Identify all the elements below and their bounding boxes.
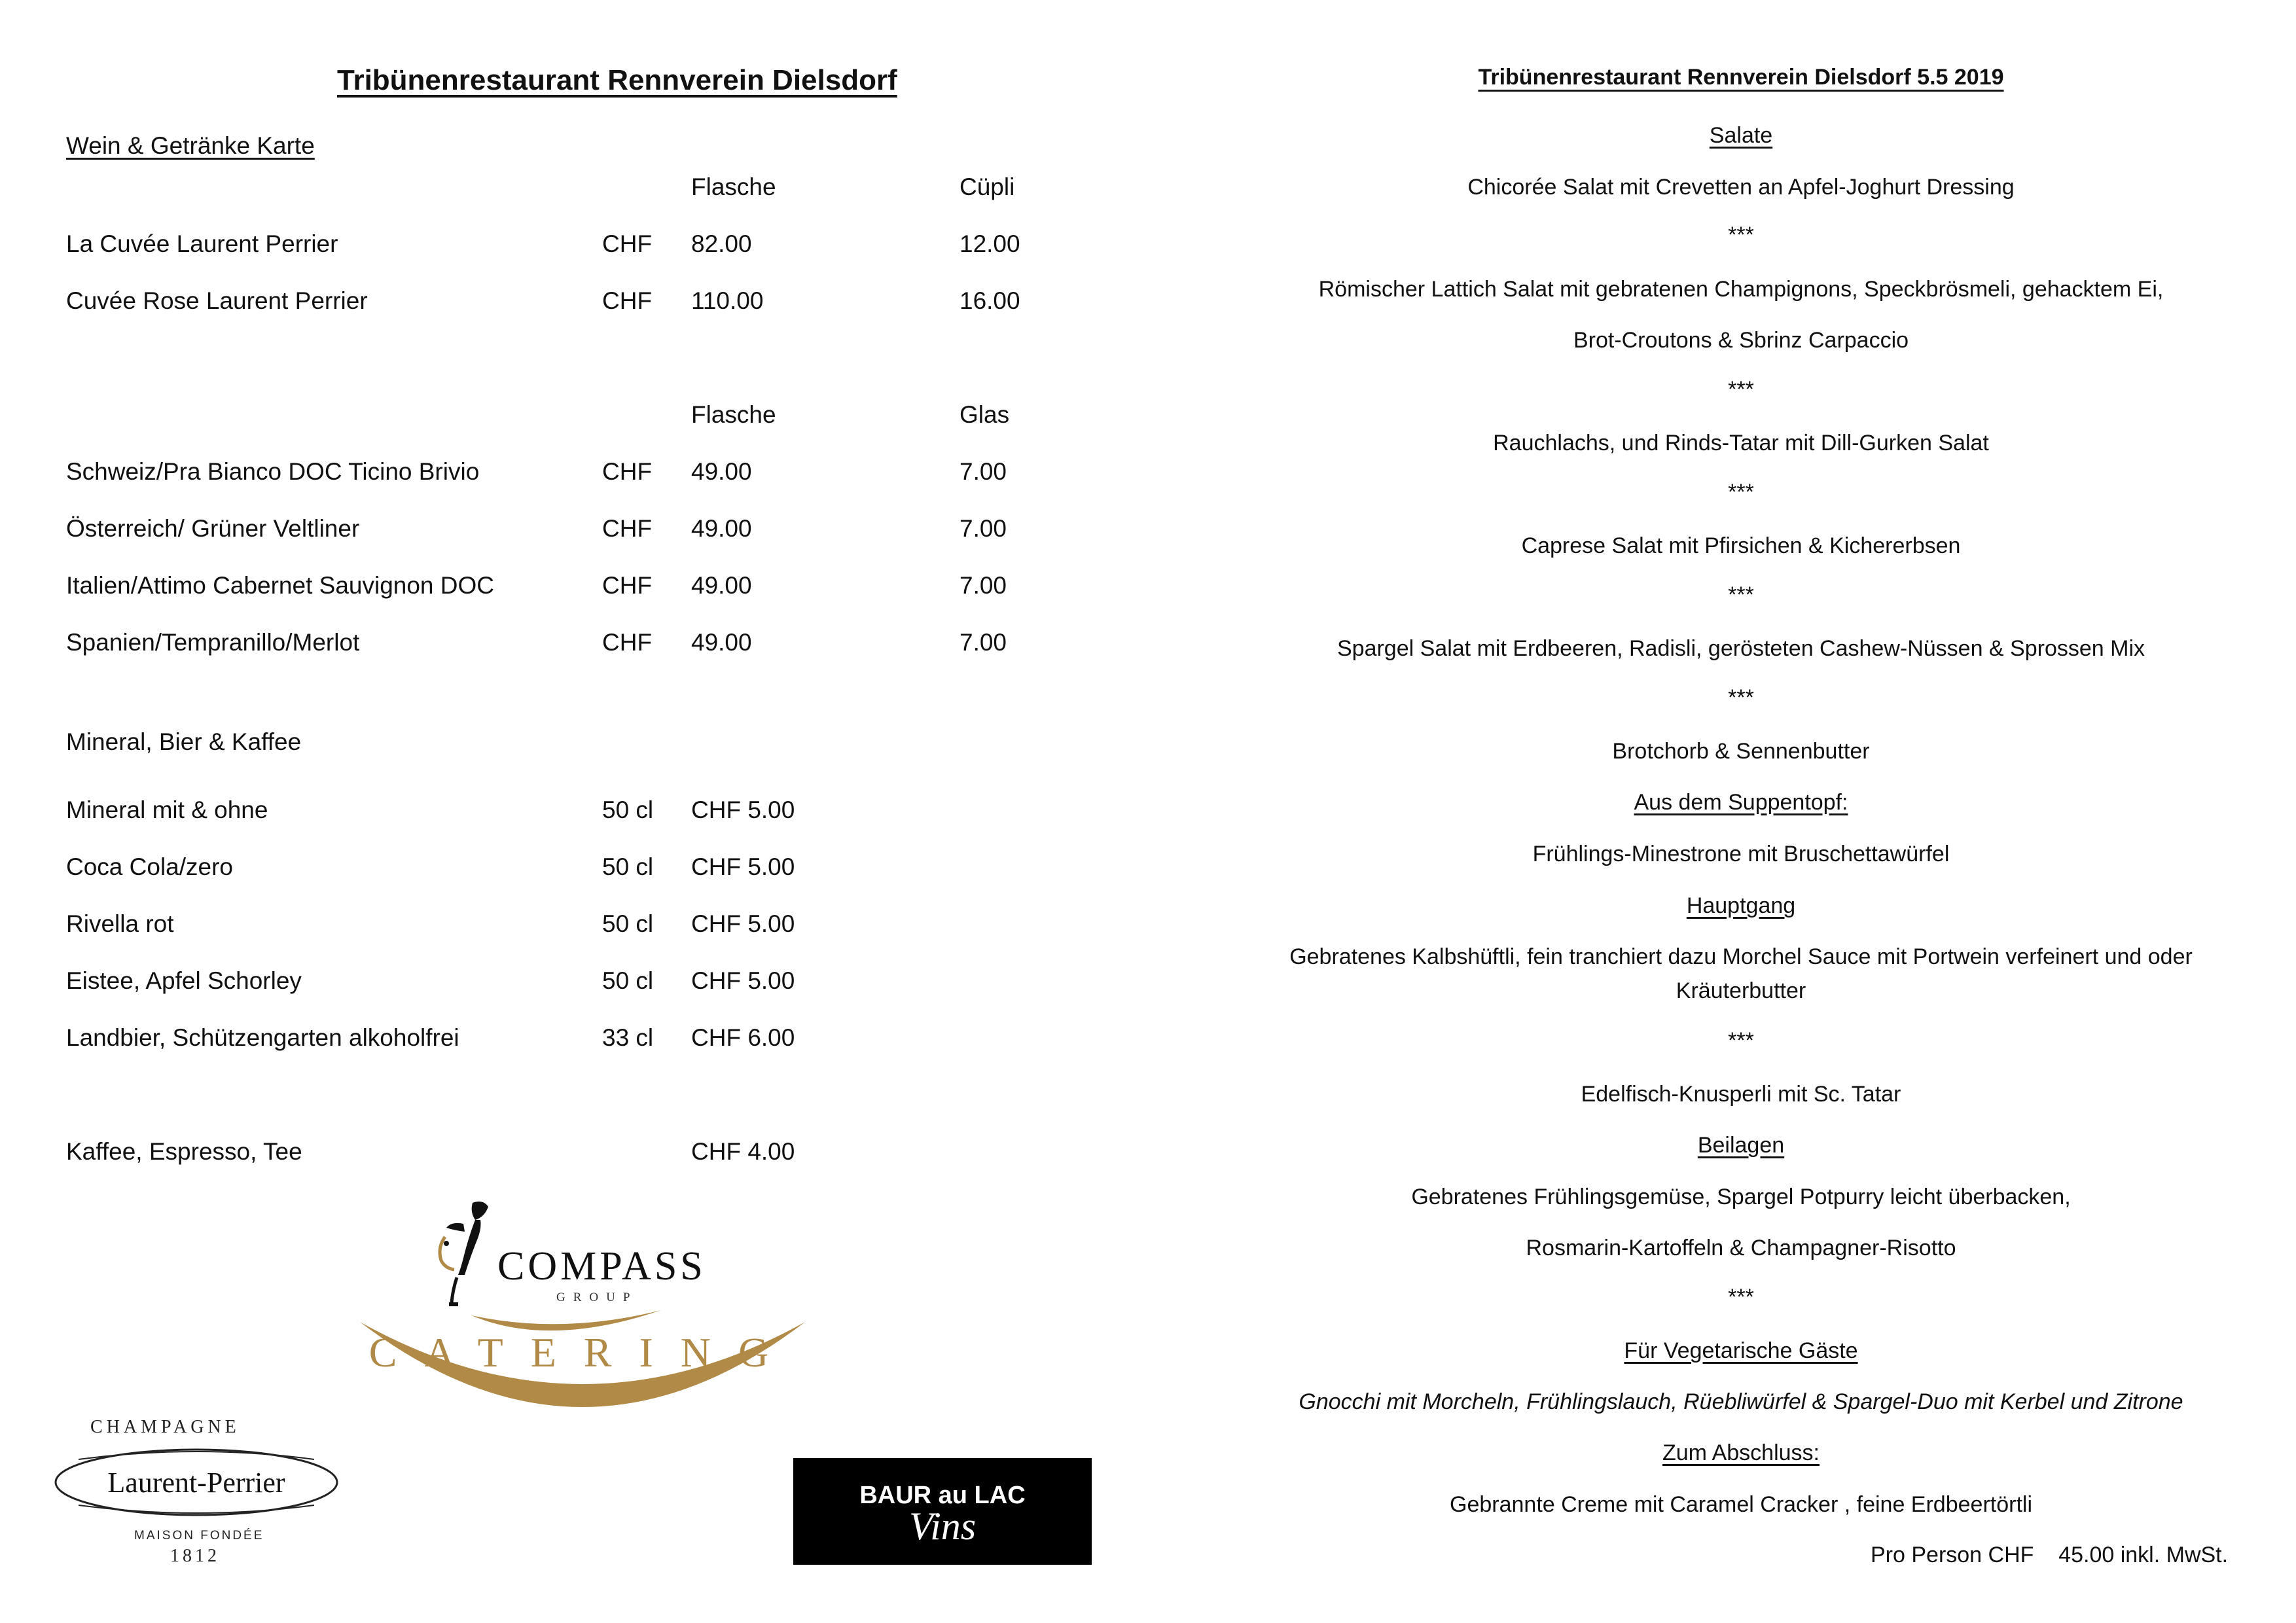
drinks-heading: Mineral, Bier & Kaffee (66, 728, 302, 755)
catering-text: CATERING (368, 1329, 797, 1376)
drink-name: Eistee, Apfel Schorley (66, 967, 302, 994)
wine-col-bottle: Flasche (691, 401, 776, 428)
menu-item: Spargel Salat mit Erdbeeren, Radisli, gerösteten Cashew-Nüssen & Sprossen Mix (1336, 636, 2145, 661)
wine-name: Italien/Attimo Cabernet Sauvignon DOC (66, 572, 495, 599)
champagne-glass-price: 16.00 (960, 287, 1020, 314)
separator: *** (1728, 377, 1754, 402)
champagne-col-bottle: Flasche (691, 173, 776, 200)
drink-price: CHF 5.00 (691, 910, 795, 937)
drink-price: CHF 5.00 (691, 796, 795, 823)
vegetarian-heading: Für Vegetarische Gäste (1624, 1338, 1858, 1363)
wine-name: Österreich/ Grüner Veltliner (66, 515, 360, 542)
drink-name: Landbier, Schützengarten alkoholfrei (66, 1024, 459, 1051)
drink-size: 50 cl (602, 796, 654, 823)
wine-bottle-price: 49.00 (691, 572, 752, 599)
price-per-person: Pro Person CHF 45.00 inkl. MwSt. (1871, 1543, 2229, 1567)
menu-item: Rauchlachs, und Rinds-Tatar mit Dill-Gurken Salat (1493, 431, 1989, 455)
drink-price: CHF 5.00 (691, 853, 795, 880)
wine-bottle-price: 49.00 (691, 458, 752, 485)
separator: *** (1728, 1028, 1754, 1053)
champagne-bottle-price: 82.00 (691, 230, 752, 257)
drink-size: 33 cl (602, 1024, 654, 1051)
laurent-maison: MAISON FONDÉE (134, 1529, 264, 1543)
hauptgang-heading: Hauptgang (1686, 893, 1796, 918)
wine-name: Spanien/Tempranillo/Merlot (66, 629, 360, 656)
drink-size: 50 cl (602, 910, 654, 937)
beilagen-heading: Beilagen (1697, 1133, 1785, 1158)
champagne-bottle-price: 110.00 (691, 287, 764, 314)
champagne-col-glass: Cüpli (960, 173, 1015, 200)
baur-au-lac-logo (793, 1458, 1092, 1565)
wine-col-glass: Glas (960, 401, 1010, 428)
baur-au-lac-name: BAUR au LAC (859, 1482, 1026, 1509)
laurent-name: Laurent-Perrier (107, 1467, 285, 1499)
drink-size: 50 cl (602, 967, 654, 994)
wine-bottle-price: 49.00 (691, 629, 752, 656)
drink-size: 50 cl (602, 853, 654, 880)
drink-price: CHF 6.00 (691, 1024, 795, 1051)
champagne-name: La Cuvée Laurent Perrier (66, 230, 338, 257)
menu-item: Edelfisch-Knusperli mit Sc. Tatar (1581, 1082, 1901, 1107)
coffee-price: CHF 4.00 (691, 1138, 795, 1165)
wine-currency: CHF (602, 515, 653, 542)
abschluss-heading: Zum Abschluss: (1662, 1440, 1820, 1465)
separator: *** (1728, 582, 1754, 607)
separator: *** (1728, 685, 1754, 710)
baur-au-lac-vins: Vins (908, 1505, 977, 1548)
menu-column (1230, 0, 2251, 1623)
menu-title: Tribünenrestaurant Rennverein Dielsdorf 5.5 2019 (1478, 65, 2004, 90)
drink-name: Mineral mit & ohne (66, 796, 268, 823)
champagne-name: Cuvée Rose Laurent Perrier (66, 287, 368, 314)
separator: *** (1728, 223, 1754, 247)
compass-group: GROUP (556, 1291, 638, 1304)
wine-bottle-price: 49.00 (691, 515, 752, 542)
champagne-currency: CHF (602, 230, 653, 257)
menu-item: Rosmarin-Kartoffeln & Champagner-Risotto (1526, 1236, 1956, 1260)
menu-item: Chicorée Salat mit Crevetten an Apfel-Joghurt Dressing (1467, 175, 2015, 200)
coffee-name: Kaffee, Espresso, Tee (66, 1138, 302, 1165)
wine-name: Schweiz/Pra Bianco DOC Ticino Brivio (66, 458, 480, 485)
champagne-currency: CHF (602, 287, 653, 314)
laurent-year: 1812 (170, 1546, 220, 1566)
drinks-card-subtitle: Wein & Getränke Karte (66, 132, 315, 159)
salate-heading: Salate (1709, 123, 1773, 148)
wine-currency: CHF (602, 572, 653, 599)
drink-name: Coca Cola/zero (66, 853, 234, 880)
drink-name: Rivella rot (66, 910, 174, 937)
laurent-champagne-label: CHAMPAGNE (90, 1417, 240, 1437)
menu-item: Gebratenes Frühlingsgemüse, Spargel Potpurry leicht überbacken, (1411, 1185, 2071, 1209)
menu-item: Caprese Salat mit Pfirsichen & Kichererbsen (1521, 533, 1961, 558)
menu-item: Brotchorb & Sennenbutter (1612, 739, 1870, 764)
menu-item: Gnocchi mit Morcheln, Frühlingslauch, Rüebliwürfel & Spargel-Duo mit Kerbel und Zitrone (1299, 1389, 2183, 1414)
wine-currency: CHF (602, 629, 653, 656)
separator: *** (1728, 480, 1754, 505)
menu-item: Römischer Lattich Salat mit gebratenen Champignons, Speckbrösmeli, gehacktem Ei, (1318, 277, 2164, 302)
champagne-glass-price: 12.00 (960, 230, 1020, 257)
compass-name: COMPASS (497, 1244, 706, 1289)
menu-item: Frühlings-Minestrone mit Bruschettawürfel (1532, 842, 1950, 866)
suppe-heading: Aus dem Suppentopf: (1634, 790, 1848, 815)
left-title: Tribünenrestaurant Rennverein Dielsdorf (337, 64, 897, 96)
menu-item: Gebrannte Creme mit Caramel Cracker , feine Erdbeertörtli (1450, 1492, 2032, 1517)
drink-price: CHF 5.00 (691, 967, 795, 994)
wine-glass-price: 7.00 (960, 515, 1007, 542)
menu-item: Gebratenes Kalbshüftli, fein tranchiert dazu Morchel Sauce mit Portwein verfeinert und oder Kräuterbutter (1289, 944, 2193, 1003)
wine-glass-price: 7.00 (960, 458, 1007, 485)
wine-glass-price: 7.00 (960, 629, 1007, 656)
wine-glass-price: 7.00 (960, 572, 1007, 599)
wine-currency: CHF (602, 458, 653, 485)
menu-item: Brot-Croutons & Sbrinz Carpaccio (1573, 328, 1909, 353)
separator: *** (1728, 1285, 1754, 1310)
